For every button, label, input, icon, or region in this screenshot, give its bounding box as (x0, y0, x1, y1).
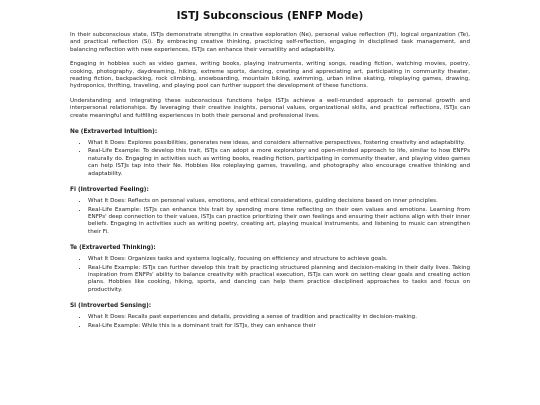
page-title: ISTJ Subconscious (ENFP Mode) (176, 10, 364, 22)
intro-paragraph-integration: Understanding and integrating these subconscious functions helps ISTJs achieve a well-rounded approach to personal growth and interpersonal relationships. By leveraging their creative insights, personal values, organizational skills, and practical reflections, ISTJs can create meaningful and fulfilling experiences in both their personal and professional lives. (70, 97, 470, 119)
list-item: • What It Does: Recalls past experiences and details, providing a sense of tradition and practicality in decision-making. (88, 314, 470, 321)
list-item: • What It Does: Organizes tasks and systems logically, focusing on efficiency and structure to achieve goals. (88, 256, 470, 263)
intro-paragraph-hobbies: Engaging in hobbies such as video games, writing books, playing instruments, writing songs, reading fiction, watching movies, poetry, cooking, photography, daydreaming, hiking, extreme sports, dancing, creating and appreciating art, participating in community theater, reading fiction, backpacking, rock climbing, snowboarding, mountain biking, swimming, urban inline skating, roleplaying games, drawing, hydroponics, thrifting, traveling, and playing pool can further support the development of these functions. (70, 61, 470, 90)
section-list-si (82, 314, 470, 330)
section-heading-te: Te (Extraverted Thinking): (70, 245, 156, 252)
list-item: • Real-Life Example: ISTJs can enhance this trait by spending more time reflecting on their own values and emotions. Learning from ENFPs' deep connection to their values, ISTJs can practice prioritizing their own feelings and ensuring their actions align with their inner beliefs. Engaging in activities such as writing poetry, creating art, playing musical instruments, and listening to music can strengthen their Fi. (88, 207, 470, 237)
section-heading-si: Si (Introverted Sensing): (70, 303, 152, 310)
section-list-fi (82, 198, 470, 236)
document-page (70, 0, 470, 330)
list-item: • Real-Life Example: ISTJs can further develop this trait by practicing structured planning and decision-making in their daily lives. Taking inspiration from ENFPs' ability to balance creativity with practical execution, ISTJs can work on setting clear goals and creating action plans. Hobbies like cooking, hiking, sports, and dancing can help them practice disciplined approaches to tasks and focus on productivity. (88, 265, 470, 295)
intro-paragraph-strengths: In their subconscious state, ISTJs demonstrate strengths in creative exploration (Ne), personal value reflection (Fi), logical organization (Te), and practical reflection (Si). By embracing creative thinking, practicing self-reflection, engaging in disciplined task management, and balancing reflection with new experiences, ISTJs can enhance their versatility and adaptability. (70, 32, 470, 53)
list-item: • Real-Life Example: To develop this trait, ISTJs can adopt a more exploratory and open-minded approach to life, similar to how ENFPs naturally do. Engaging in activities such as writing books, reading fiction, participating in community theater, and playing video games can help ISTJs tap into their Ne. Hobbies like roleplaying games, traveling, and photography also encourage creative thinking and adaptability. (88, 148, 470, 178)
list-item: • What It Does: Explores possibilities, generates new ideas, and considers alternative perspectives, fostering creativity and adaptability. (88, 140, 470, 147)
section-heading-fi: Fi (Introverted Feeling): (70, 187, 149, 194)
section-list-ne (82, 140, 470, 178)
section-list-te (82, 256, 470, 294)
list-item: • Real-Life Example: While this is a dominant trait for ISTJs, they can enhance their (88, 323, 470, 330)
section-heading-ne: Ne (Extraverted Intuition): (70, 129, 158, 136)
list-item: • What It Does: Reflects on personal values, emotions, and ethical considerations, guiding decisions based on inner principles. (88, 198, 470, 205)
